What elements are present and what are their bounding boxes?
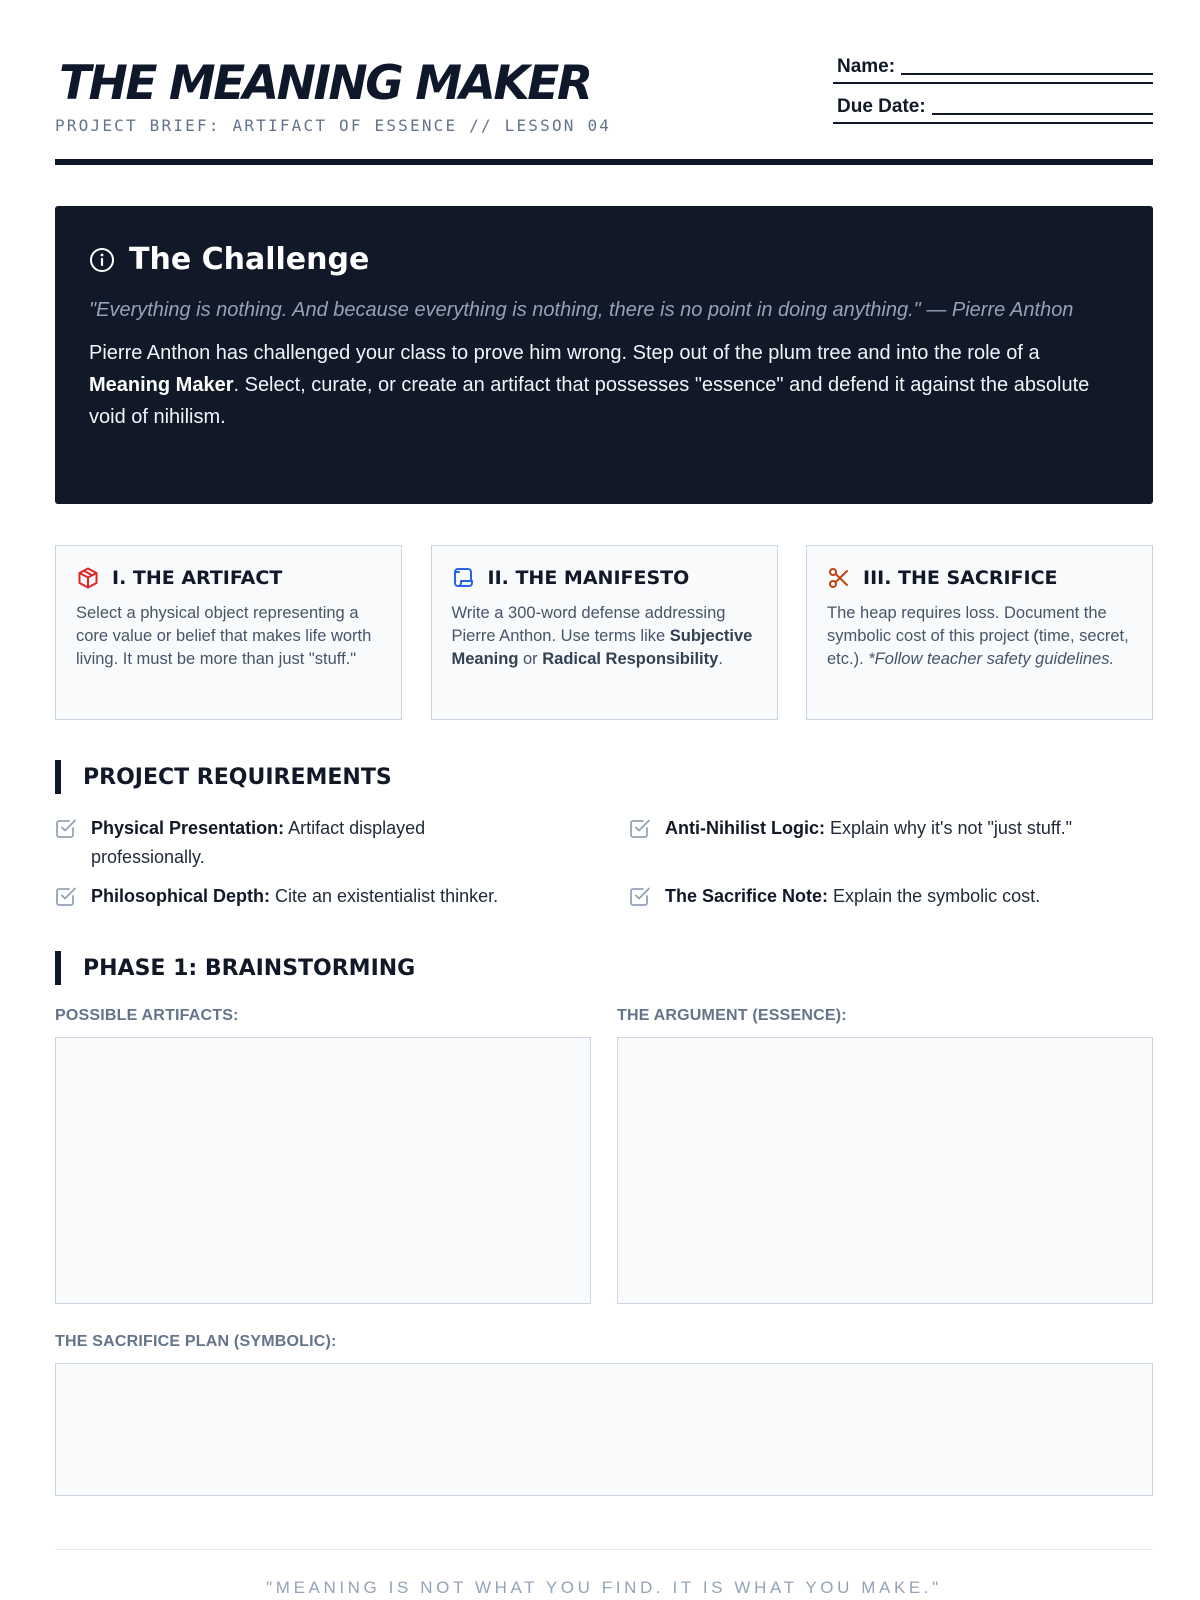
requirement-text (91, 882, 498, 911)
challenge-text-1: Pierre Anthon has challenged your class to prove him wrong. Step out of the plum tree and into the role of a (89, 342, 1040, 364)
section-bar (55, 951, 61, 985)
due-date-label: Due Date: (837, 96, 926, 117)
requirement-desc: Explain the symbolic cost. (828, 886, 1041, 906)
requirement-label: Anti-Nihilist Logic: (665, 818, 825, 838)
card-manifesto (431, 545, 778, 720)
scroll-icon (452, 566, 476, 590)
card-sacrifice-header (827, 566, 1132, 590)
challenge-title: The Challenge (129, 242, 370, 277)
manifesto-text-2: or (518, 650, 543, 668)
artifacts-label: POSSIBLE ARTIFACTS: (55, 1007, 239, 1024)
argument-textarea[interactable] (617, 1037, 1153, 1304)
card-artifact-header (76, 566, 381, 590)
phase1-heading (55, 951, 415, 985)
challenge-quote: "Everything is nothing. And because everything is nothing, there is no point in doing anything." — Pierre Anthon (89, 299, 1074, 321)
card-sacrifice (806, 545, 1153, 720)
requirement-text (91, 814, 485, 872)
challenge-description (89, 337, 1119, 433)
checkbox-icon[interactable] (55, 885, 77, 907)
card-artifact (55, 545, 402, 720)
card-artifact-text: Select a physical object representing a core value or belief that makes life worth living. It must be more than just "stuff." (76, 604, 372, 668)
header (55, 0, 1153, 168)
footer-divider (55, 1549, 1153, 1550)
requirement-label: Physical Presentation: (91, 818, 285, 838)
sacrifice-text: The heap requires loss. Document the symbolic cost of this project (time, secret, etc.). (827, 604, 1129, 668)
sacrifice-plan-label: THE SACRIFICE PLAN (SYMBOLIC): (55, 1333, 337, 1350)
student-info (833, 52, 1153, 124)
footer-quote: "MEANING IS NOT WHAT YOU FIND. IT IS WHAT YOU MAKE." (266, 1578, 942, 1597)
worksheet-page (55, 0, 1153, 1597)
task-cards (55, 545, 1153, 720)
card-sacrifice-title: III. THE SACRIFICE (863, 567, 1058, 589)
requirement-desc: Explain why it's not "just stuff." (824, 818, 1072, 838)
page-title: THE MEANING MAKER (59, 56, 591, 111)
requirements-title: PROJECT REQUIREMENTS (83, 764, 392, 790)
requirement-text (665, 814, 1072, 843)
requirement-label: The Sacrifice Note: (665, 886, 829, 906)
requirement-text (665, 882, 1040, 911)
manifesto-term-1: Subjective Meaning (451, 627, 753, 668)
card-artifact-title: I. THE ARTIFACT (112, 567, 283, 589)
card-manifesto-header (452, 566, 757, 590)
requirement-item[interactable] (55, 814, 485, 872)
requirement-item[interactable] (629, 814, 1153, 843)
card-manifesto-title: II. THE MANIFESTO (487, 567, 690, 589)
sacrifice-plan-textarea[interactable] (55, 1363, 1153, 1496)
checkbox-icon[interactable] (55, 817, 77, 839)
cube-icon (76, 566, 100, 590)
phase1-title: PHASE 1: BRAINSTORMING (83, 955, 416, 981)
checkbox-icon[interactable] (629, 817, 651, 839)
card-sacrifice-text (827, 602, 1132, 671)
manifesto-term-2: Radical Responsibility (542, 650, 719, 668)
challenge-text-2: . Select, curate, or create an artifact that possesses "essence" and defend it against the absolute void of nihilism. (89, 374, 1090, 428)
challenge-header (89, 242, 1119, 277)
manifesto-text-1: Write a 300-word defense addressing Pierre Anthon. Use terms like (451, 604, 726, 645)
artifacts-textarea[interactable] (55, 1037, 591, 1304)
scissors-icon (827, 566, 851, 590)
due-date-line (932, 113, 1153, 115)
page-subtitle: PROJECT BRIEF: ARTIFACT OF ESSENCE // LESSON 04 (55, 116, 612, 135)
name-line (901, 73, 1153, 75)
manifesto-text-3: . (718, 650, 723, 668)
argument-label: THE ARGUMENT (ESSENCE): (617, 1007, 847, 1024)
challenge-panel (55, 206, 1153, 504)
safety-note: *Follow teacher safety guidelines. (868, 650, 1115, 668)
checkbox-icon[interactable] (629, 885, 651, 907)
card-manifesto-text (452, 602, 757, 671)
requirement-item[interactable] (55, 882, 595, 911)
requirement-desc: Artifact displayed professionally. (91, 818, 426, 867)
due-date-field[interactable] (833, 84, 1153, 124)
requirement-item[interactable] (629, 882, 1153, 911)
requirement-label: Philosophical Depth: (91, 886, 271, 906)
header-divider (55, 159, 1153, 165)
section-bar (55, 760, 61, 794)
challenge-bold: Meaning Maker (89, 374, 234, 396)
info-icon (89, 247, 115, 273)
name-label: Name: (837, 56, 896, 77)
name-field[interactable] (833, 52, 1153, 84)
requirement-desc: Cite an existentialist thinker. (270, 886, 499, 906)
requirements-heading (55, 760, 392, 794)
